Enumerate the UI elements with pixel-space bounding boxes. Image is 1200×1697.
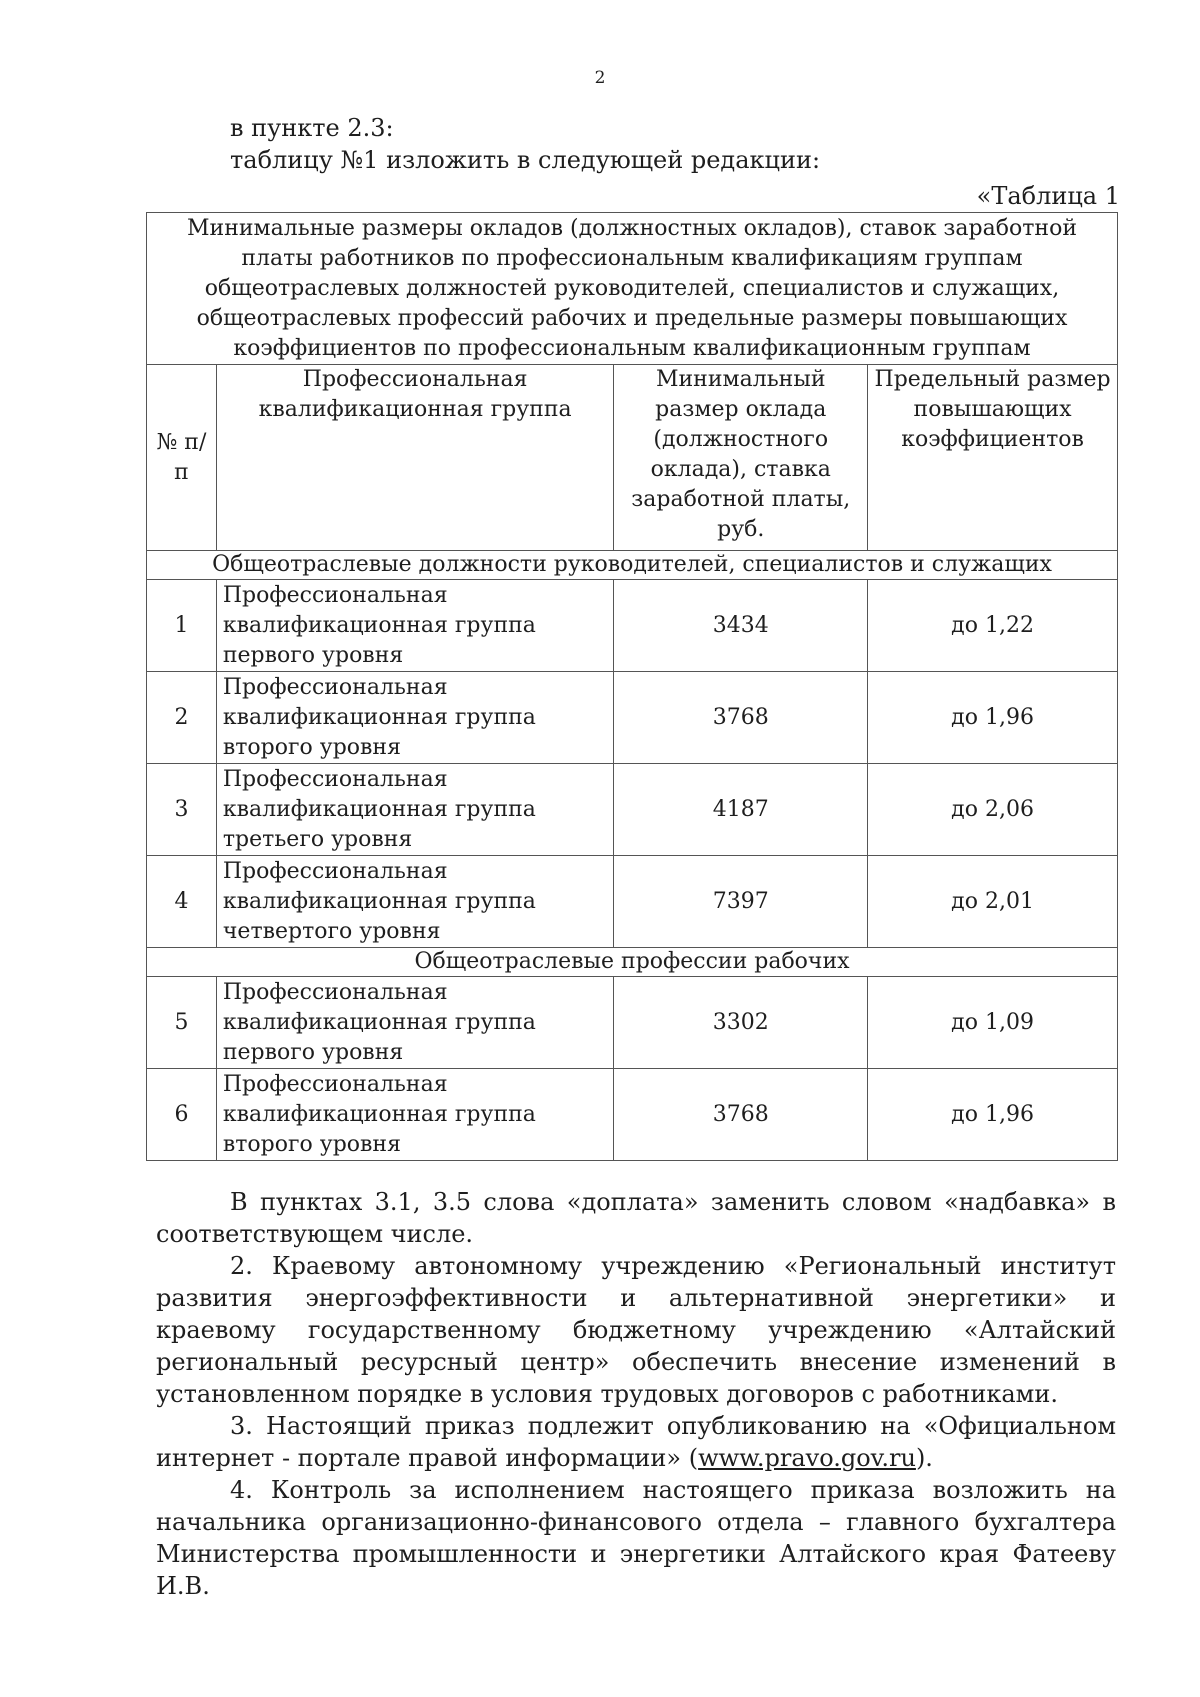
row-salary: 3768 <box>614 1069 868 1161</box>
row-group-line: Профессиональная <box>222 582 448 608</box>
intro-line-1: в пункте 2.3: <box>230 114 394 142</box>
row-salary: 3302 <box>614 977 868 1069</box>
table-row <box>147 764 1118 856</box>
row-salary: 4187 <box>614 764 868 856</box>
row-coef: до 1,22 <box>868 580 1118 672</box>
row-group <box>216 764 613 856</box>
table-caption: «Таблица 1 <box>976 182 1120 210</box>
header-coef: Предельный размер повышающих коэффициентов <box>868 365 1118 551</box>
salary-table <box>146 212 1118 1161</box>
row-coef: до 1,09 <box>868 977 1118 1069</box>
row-coef: до 1,96 <box>868 1069 1118 1161</box>
row-group <box>216 856 613 948</box>
row-salary: 7397 <box>614 856 868 948</box>
table-row <box>147 580 1118 672</box>
row-group <box>216 1069 613 1161</box>
row-group-line: четвертого уровня <box>222 918 441 944</box>
row-group-line: первого уровня <box>222 642 404 668</box>
header-num: № п/п <box>147 365 217 551</box>
row-group-line: Профессиональная <box>222 979 448 1005</box>
table-row <box>147 977 1118 1069</box>
row-group-line: квалификационная группа <box>222 796 536 822</box>
table-row <box>147 856 1118 948</box>
row-group-line: Профессиональная <box>222 858 448 884</box>
section-heading: Общеотраслевые должности руководителей, специалистов и служащих <box>147 551 1118 580</box>
row-num: 4 <box>147 856 217 948</box>
table-row <box>147 672 1118 764</box>
row-coef: до 2,01 <box>868 856 1118 948</box>
body-text <box>156 1186 1116 1602</box>
table-row <box>147 1069 1118 1161</box>
row-num: 1 <box>147 580 217 672</box>
pravo-link[interactable]: www.pravo.gov.ru <box>698 1444 916 1472</box>
row-salary: 3434 <box>614 580 868 672</box>
row-group-line: квалификационная группа <box>222 1101 536 1127</box>
row-group <box>216 672 613 764</box>
row-group-line: третьего уровня <box>222 826 413 852</box>
page-number: 2 <box>594 68 606 88</box>
table-title: Минимальные размеры окладов (должностных окладов), ставок заработной платы работников по профессиональным квалификациям группам общеотраслевых должностей руководителей, специалистов и служащих, общеотраслевых профессий рабочих и предельные размеры повышающих коэффициентов по профессиональным квалификационным группам <box>147 213 1118 365</box>
paragraph-item-2: 2. Краевому автономному учреждению «Региональный институт развития энергоэффективности и альтернативной энергетики» и краевому государственному бюджетному учреждению «Алтайский региональный ресурсный центр» обеспечить внесение изменений в установленном порядке в условия трудовых договоров с работниками. <box>156 1252 1116 1408</box>
row-group-line: второго уровня <box>222 734 401 760</box>
row-group-line: второго уровня <box>222 1131 401 1157</box>
row-salary: 3768 <box>614 672 868 764</box>
row-coef: до 1,96 <box>868 672 1118 764</box>
row-group-line: первого уровня <box>222 1039 404 1065</box>
row-num: 5 <box>147 977 217 1069</box>
row-group-line: квалификационная группа <box>222 1009 536 1035</box>
row-num: 6 <box>147 1069 217 1161</box>
row-group <box>216 580 613 672</box>
header-group: Профессиональная квалификационная группа <box>216 365 613 551</box>
paragraph-item-3-text: 3. Настоящий приказ подлежит опубликованию на «Официальном интернет - портале правой информации» ( <box>156 1412 1116 1472</box>
intro <box>230 112 820 176</box>
section-heading: Общеотраслевые профессии рабочих <box>147 948 1118 977</box>
intro-line-2: таблицу №1 изложить в следующей редакции: <box>230 146 821 174</box>
paragraph-item-3 <box>156 1410 1116 1474</box>
row-group-line: Профессиональная <box>222 674 448 700</box>
row-group-line: Профессиональная <box>222 1071 448 1097</box>
row-group-line: квалификационная группа <box>222 888 536 914</box>
row-coef: до 2,06 <box>868 764 1118 856</box>
row-group-line: квалификационная группа <box>222 704 536 730</box>
row-num: 2 <box>147 672 217 764</box>
row-group-line: Профессиональная <box>222 766 448 792</box>
header-salary: Минимальный размер оклада (должностного оклада), ставка заработной платы, руб. <box>614 365 868 551</box>
paragraph-item-3-end: ). <box>915 1444 933 1472</box>
row-num: 3 <box>147 764 217 856</box>
paragraph-item-4: 4. Контроль за исполнением настоящего приказа возложить на начальника организационно-финансового отдела – главного бухгалтера Министерства промышленности и энергетики Алтайского края Фатееву И.В. <box>156 1476 1116 1600</box>
paragraph-words-replacement: В пунктах 3.1, 3.5 слова «доплата» заменить словом «надбавка» в соответствующем числе. <box>156 1188 1116 1248</box>
row-group-line: квалификационная группа <box>222 612 536 638</box>
row-group <box>216 977 613 1069</box>
